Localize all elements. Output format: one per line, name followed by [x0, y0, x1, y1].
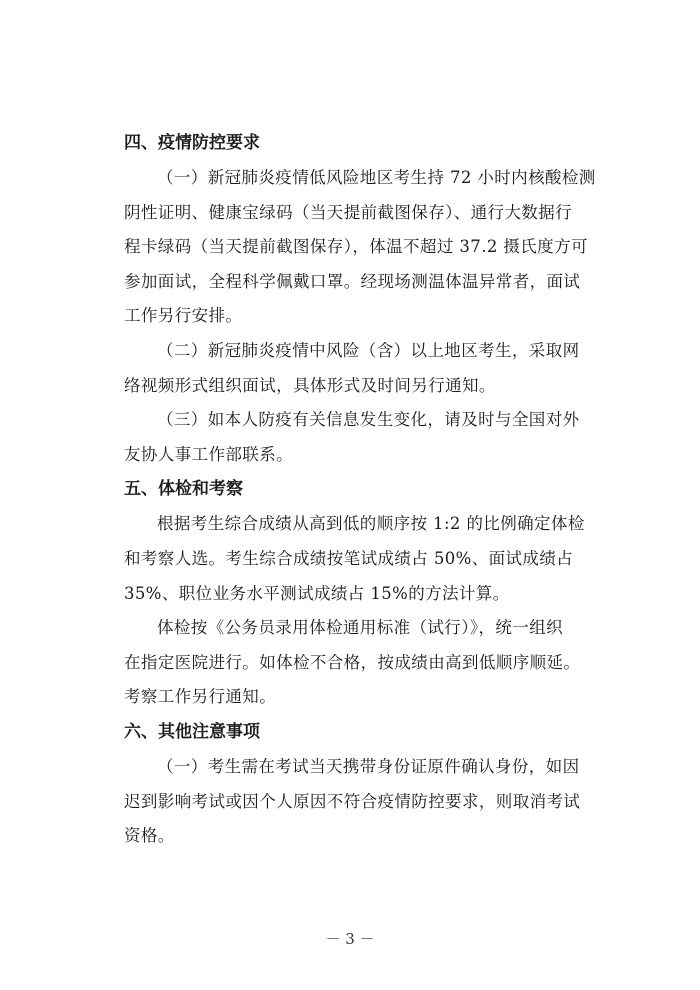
section-heading-physical-exam: 五、体检和考察: [124, 479, 243, 500]
text-line: 根据考生综合成绩从高到低的顺序按 1:2 的比例确定体检: [157, 514, 585, 534]
paragraph-low-risk-requirements: [124, 161, 596, 334]
paragraph-score-ranking: [124, 507, 585, 611]
text-line: 体检按《公务员录用体检通用标准（试行）》，统一组织: [157, 618, 563, 638]
paragraph-exam-standard: [124, 611, 581, 715]
paragraph-info-change-contact: [124, 403, 580, 472]
text-line: 迟到影响考试或因个人原因不符合疫情防控要求，则取消考试: [124, 791, 581, 811]
text-line: 参加面试，全程科学佩戴口罩。经现场测温体温异常者，面试: [124, 271, 581, 291]
text-line: 35%、职位业务水平测试成绩占 15%的方法计算。: [124, 583, 510, 603]
text-line: 和考察人选。考生综合成绩按笔试成绩占 50%、面试成绩占: [124, 548, 574, 568]
text-line: 在指定医院进行。如体检不合格，按成绩由高到低顺序顺延。: [124, 652, 581, 672]
text-line: 友协人事工作部联系。: [124, 444, 293, 464]
page-number: － 3 －: [325, 930, 375, 948]
text-line: （一）新冠肺炎疫情低风险地区考生持 72 小时内核酸检测: [157, 168, 596, 187]
text-line: 程卡绿码（当天提前截图保存），体温不超过 37.2 摄氏度方可: [124, 237, 588, 257]
text-line: 工作另行安排。: [124, 306, 243, 326]
text-line: 资格。: [124, 826, 175, 846]
paragraph-id-requirement: [124, 750, 581, 854]
text-line: 阴性证明、健康宝绿码（当天提前截图保存）、通行大数据行: [124, 202, 573, 222]
text-line: 考察工作另行通知。: [124, 687, 277, 707]
text-line: （二）新冠肺炎疫情中风险（含）以上地区考生，采取网: [157, 340, 580, 360]
text-line: （一）考生需在考试当天携带身份证原件确认身份，如因: [157, 756, 580, 776]
text-line: （三）如本人防疫有关信息发生变化，请及时与全国对外: [157, 410, 580, 430]
section-heading-epidemic-control: 四、疫情防控要求: [124, 133, 260, 153]
paragraph-medium-risk-online: [124, 334, 580, 403]
document-body: [124, 126, 596, 854]
text-line: 络视频形式组织面试，具体形式及时间另行通知。: [124, 375, 496, 395]
section-heading-other-notes: 六、其他注意事项: [124, 721, 260, 742]
